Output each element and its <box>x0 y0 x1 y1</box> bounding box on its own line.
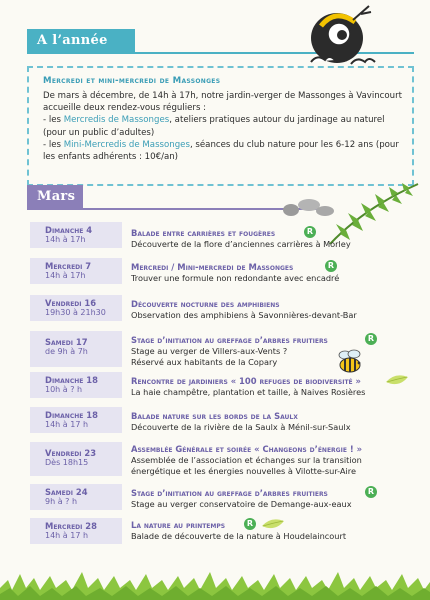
mascot-illustration <box>301 0 401 75</box>
grass-footer <box>0 566 430 600</box>
registration-badge: R <box>244 518 256 530</box>
event-description: Découverte de la rivière de la Saulx à Ménil-sur-Saulx <box>131 422 351 432</box>
leaf-icon <box>261 518 285 530</box>
registration-badge: R <box>325 260 337 272</box>
event-day: Dimanche 18 <box>45 375 98 385</box>
event-description: Stage au verger de Villers-aux-Vents ? Réservé aux habitants de la Copary <box>131 346 288 367</box>
leaf-icon <box>385 374 409 386</box>
event-day: Mercredi 7 <box>45 261 92 271</box>
event-time: 19h30 à 21h30 <box>45 308 106 317</box>
event-time: Dès 18h15 <box>45 458 89 467</box>
event-day: Vendredi 23 <box>45 448 97 458</box>
event-day: Dimanche 4 <box>45 225 93 235</box>
registration-badge: R <box>365 486 377 498</box>
event-day: Samedi 24 <box>45 487 88 497</box>
info-item2-text: , séances du club nature pour les 6-12 ans (pour les enfants adhérents : 10€/an) <box>43 139 399 163</box>
event-time: 14h à 17 h <box>45 420 89 429</box>
event-day: Dimanche 18 <box>45 410 98 420</box>
event-time: de 9h à 7h <box>45 347 88 356</box>
event-day: Samedi 17 <box>45 337 88 347</box>
event-time: 14h à 17h <box>45 271 86 280</box>
info-box-title: Mercredi et mini-mercredi de Massonges <box>43 76 221 86</box>
event-date <box>30 222 122 248</box>
info-item2-link[interactable]: Mini-Mercredis de Massonges <box>63 139 190 150</box>
event-description: Trouver une formule non redondante avec encadré <box>131 273 340 283</box>
registration-badge: R <box>365 333 377 345</box>
event-title: La nature au printemps <box>131 520 226 530</box>
registration-badge: R <box>304 226 316 238</box>
event-date <box>30 331 122 367</box>
event-description: Balade de découverte de la nature à Houdelaincourt <box>131 531 347 541</box>
event-title: Découverte nocturne des amphibiens <box>131 299 280 309</box>
event-time: 10h à ? h <box>45 385 83 394</box>
event-date <box>30 258 122 284</box>
info-intro: De mars à décembre, de 14h à 17h, notre jardin-verger de Massonges à Vavincourt accueille deux rendez-vous réguliers : <box>43 91 403 114</box>
event-description: La haie champêtre, plantation et taille, à Naives Rosières <box>131 387 366 397</box>
event-title: Assemblée Générale et soirée « Changeons d’énergie ! » <box>131 444 362 454</box>
event-time: 14h à 17h <box>45 235 86 244</box>
section-divider-mars <box>27 208 317 210</box>
event-time: 9h à ? h <box>45 497 78 506</box>
event-date <box>30 518 122 544</box>
event-title: Rencontre de jardiniers « 100 refuges de biodiversité » <box>131 376 361 386</box>
event-title: Mercredi / Mini-mercredi de Massonges <box>131 262 294 272</box>
section-tab-mars: Mars <box>27 185 83 209</box>
event-description: Assemblée de l’association et échanges sur la transition énergétique et les énergies nouvelles à Vilotte-sur-Aire <box>131 455 362 476</box>
info-item1-text: , ateliers pratiques autour du jardinage au naturel (pour un public d’adultes) <box>43 115 385 138</box>
info-item1-link[interactable]: Mercredis de Massonges <box>63 115 170 126</box>
event-description: Découverte de la flore d’anciennes carrières à Morley <box>131 239 351 249</box>
info-item2-prefix: - les <box>43 139 64 150</box>
event-day: Vendredi 16 <box>45 298 97 308</box>
event-title: Balade nature sur les bords de la Saulx <box>131 411 298 421</box>
info-item1-prefix: - les <box>43 115 64 126</box>
event-date <box>30 372 122 398</box>
event-date <box>30 484 122 510</box>
bee-icon <box>335 349 365 375</box>
event-day: Mercredi 28 <box>45 521 97 531</box>
event-date <box>30 407 122 433</box>
event-date <box>30 295 122 321</box>
event-time: 14h à 17 h <box>45 531 89 540</box>
event-description: Stage au verger conservatoire de Demange-aux-eaux <box>131 499 352 509</box>
event-title: Stage d’initiation au greffage d’arbres fruitiers <box>131 488 328 498</box>
event-title: Stage d’initiation au greffage d’arbres fruitiers <box>131 335 328 345</box>
section-tab-year: A l’année <box>27 29 135 53</box>
info-box-text <box>43 90 403 163</box>
event-date <box>30 442 122 476</box>
event-description: Observation des amphibiens à Savonnières-devant-Bar <box>131 310 357 320</box>
event-title: Balade entre carrières et fougères <box>131 228 276 238</box>
